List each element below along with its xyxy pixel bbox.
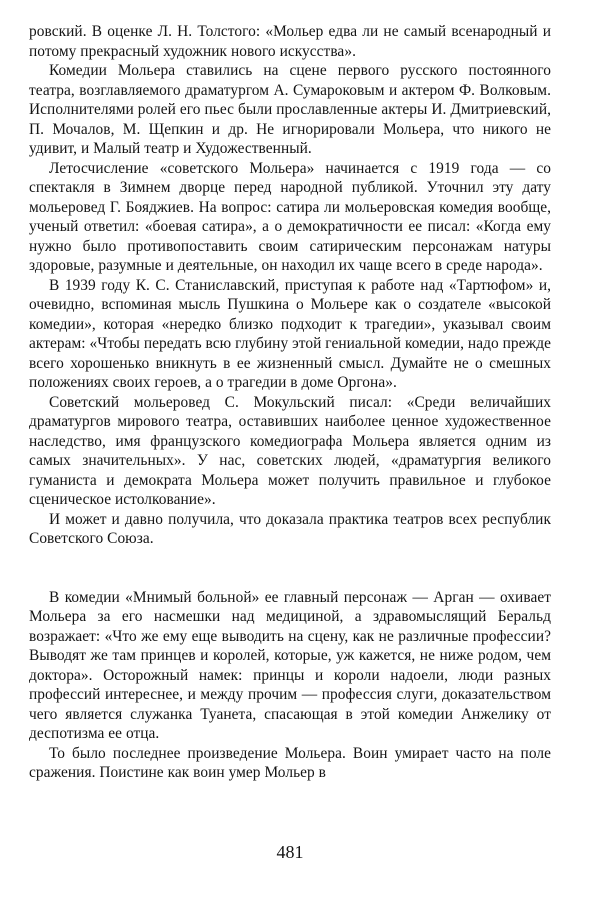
paragraph-tolstoy-quote: ровский. В оценке Л. Н. Толстого: «Мольер едва ли не самый всенародный и потому прекрасный художник нового искусства». [29, 23, 551, 60]
page-number: 481 [276, 842, 304, 862]
paragraph-soviet-theatres: И может и давно получила, что доказала практика театров всех республик Советского Союза. [29, 510, 551, 547]
paragraph-mokulsky: Советский мольеровед С. Мокульский писал: «Среди величайших драматургов мирового театра, оставивших наиболее ценное художественное наследство, имя французского комедиографа Мольера является одним из самых значительных». У нас, советских людей, «драматургия великого гуманиста и демократа Мольера может получить правильное и глубокое сценическое истолкование». [29, 393, 551, 508]
paragraph-stanislavsky: В 1939 году К. С. Станиславский, приступая к работе над «Тартюфом» и, очевидно, вспоминая мысль Пушкина о Мольере как о создателе «высокой комедии», которая «нередко близко подходит к трагедии», указывал своим актерам: «Чтобы передать всю глубину этой гениальной комедии, надо прежде всего хорошенько вникнуть в ее жизненный смысл. Думайте не о смешных положениях своих героев, а о трагедии в доме Оргона». [29, 276, 551, 391]
section-break [29, 549, 551, 588]
paragraph-soviet-moliere: Летосчисление «советского Мольера» начинается с 1919 года — со спектакля в Зимнем дворце перед народной публикой. Уточнил эту дату мольеровед Г. Бояджиев. На вопрос: сатира ли мольеровская комедия вообще, ученый ответил: «боевая сатира», а о демократичности ее писал: «Когда ему нужно было противопоставить своим сатирическим персонажам натуры здоровые, разумные и деятельные, он находил их чаще всего в среде народа». [29, 159, 551, 274]
paragraph-last-work: То было последнее произведение Мольера. Воин умирает часто на поле сражения. Поистине как воин умер Мольер в [29, 744, 551, 781]
book-page [29, 22, 551, 902]
paragraph-imaginary-invalid: В комедии «Мнимый больной» ее главный персонаж — Арган — охивает Мольера за его насмешки над медициной, а здравомыслящий Беральд возражает: «Что же ему еще выводить на сцену, как не различные профессии? Выводят же там принцев и королей, которые, уж кажется, не ниже родом, чем доктора». Осторожный намек: принцы и короли надоели, люди разных профессий интереснее, и между прочим — профессия слуги, доказательством чего является служанка Туанета, спасающая в этой комедии Анжелику от деспотизма ее отца. [29, 588, 551, 742]
paragraph-russian-theatre: Комедии Мольера ставились на сцене первого русского постоянного театра, возглавляемого драматургом А. Сумароковым и актером Ф. Волковым. Исполнителями ролей его пьес были прославленные актеры И. Дмитриевский, П. Мочалов, М. Щепкин и др. Не игнорировали Мольера, что никого не удивит, и Малый театр и Художественный. [29, 62, 551, 157]
